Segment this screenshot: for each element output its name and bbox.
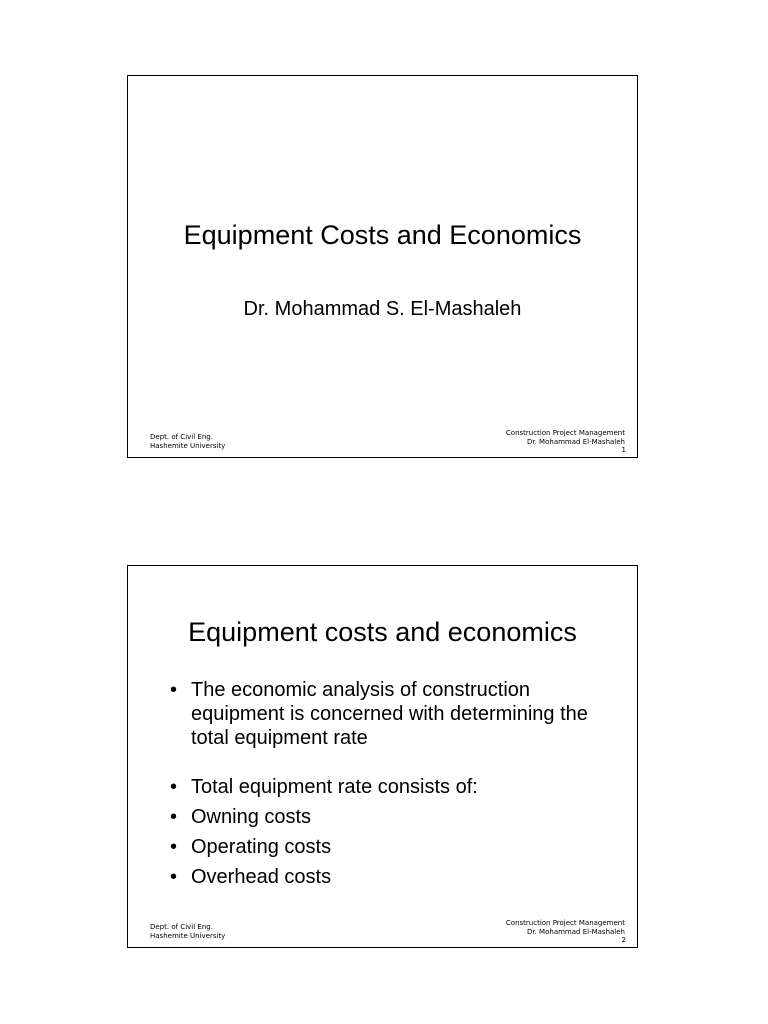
bullet-item: • Total equipment rate consists of: (168, 775, 617, 799)
page-number: 2 (621, 936, 626, 944)
slide-title: Equipment Costs and Economics (183, 220, 582, 250)
footer-left (150, 433, 225, 451)
slide-title: Equipment costs and economics (188, 617, 577, 647)
bullet-item: • Operating costs (168, 835, 617, 859)
bullet-item: • Overhead costs (168, 865, 617, 889)
footer-right (506, 919, 625, 937)
footer-dept: Dept. of Civil Eng. (150, 433, 213, 441)
slide-author: Dr. Mohammad S. El-Mashaleh (243, 298, 522, 320)
footer-course: Construction Project Management (505, 919, 625, 927)
footer-university: Hashemite University (150, 442, 226, 450)
bullet-item: • Owning costs (168, 805, 617, 829)
footer-left (150, 923, 225, 941)
bullet-item: • The economic analysis of construction equipment is concerned with determining the total equipment rate (168, 678, 617, 750)
footer-instructor: Dr. Mohammad El-Mashaleh (526, 438, 625, 446)
slide-1 (127, 75, 638, 458)
footer-right (506, 429, 625, 447)
footer-instructor: Dr. Mohammad El-Mashaleh (526, 928, 625, 936)
bullet-list (168, 678, 617, 889)
footer-course: Construction Project Management (505, 429, 625, 437)
footer-university: Hashemite University (150, 932, 226, 940)
slide-2 (127, 565, 638, 948)
page-number: 1 (621, 446, 626, 454)
footer-dept: Dept. of Civil Eng. (150, 923, 213, 931)
